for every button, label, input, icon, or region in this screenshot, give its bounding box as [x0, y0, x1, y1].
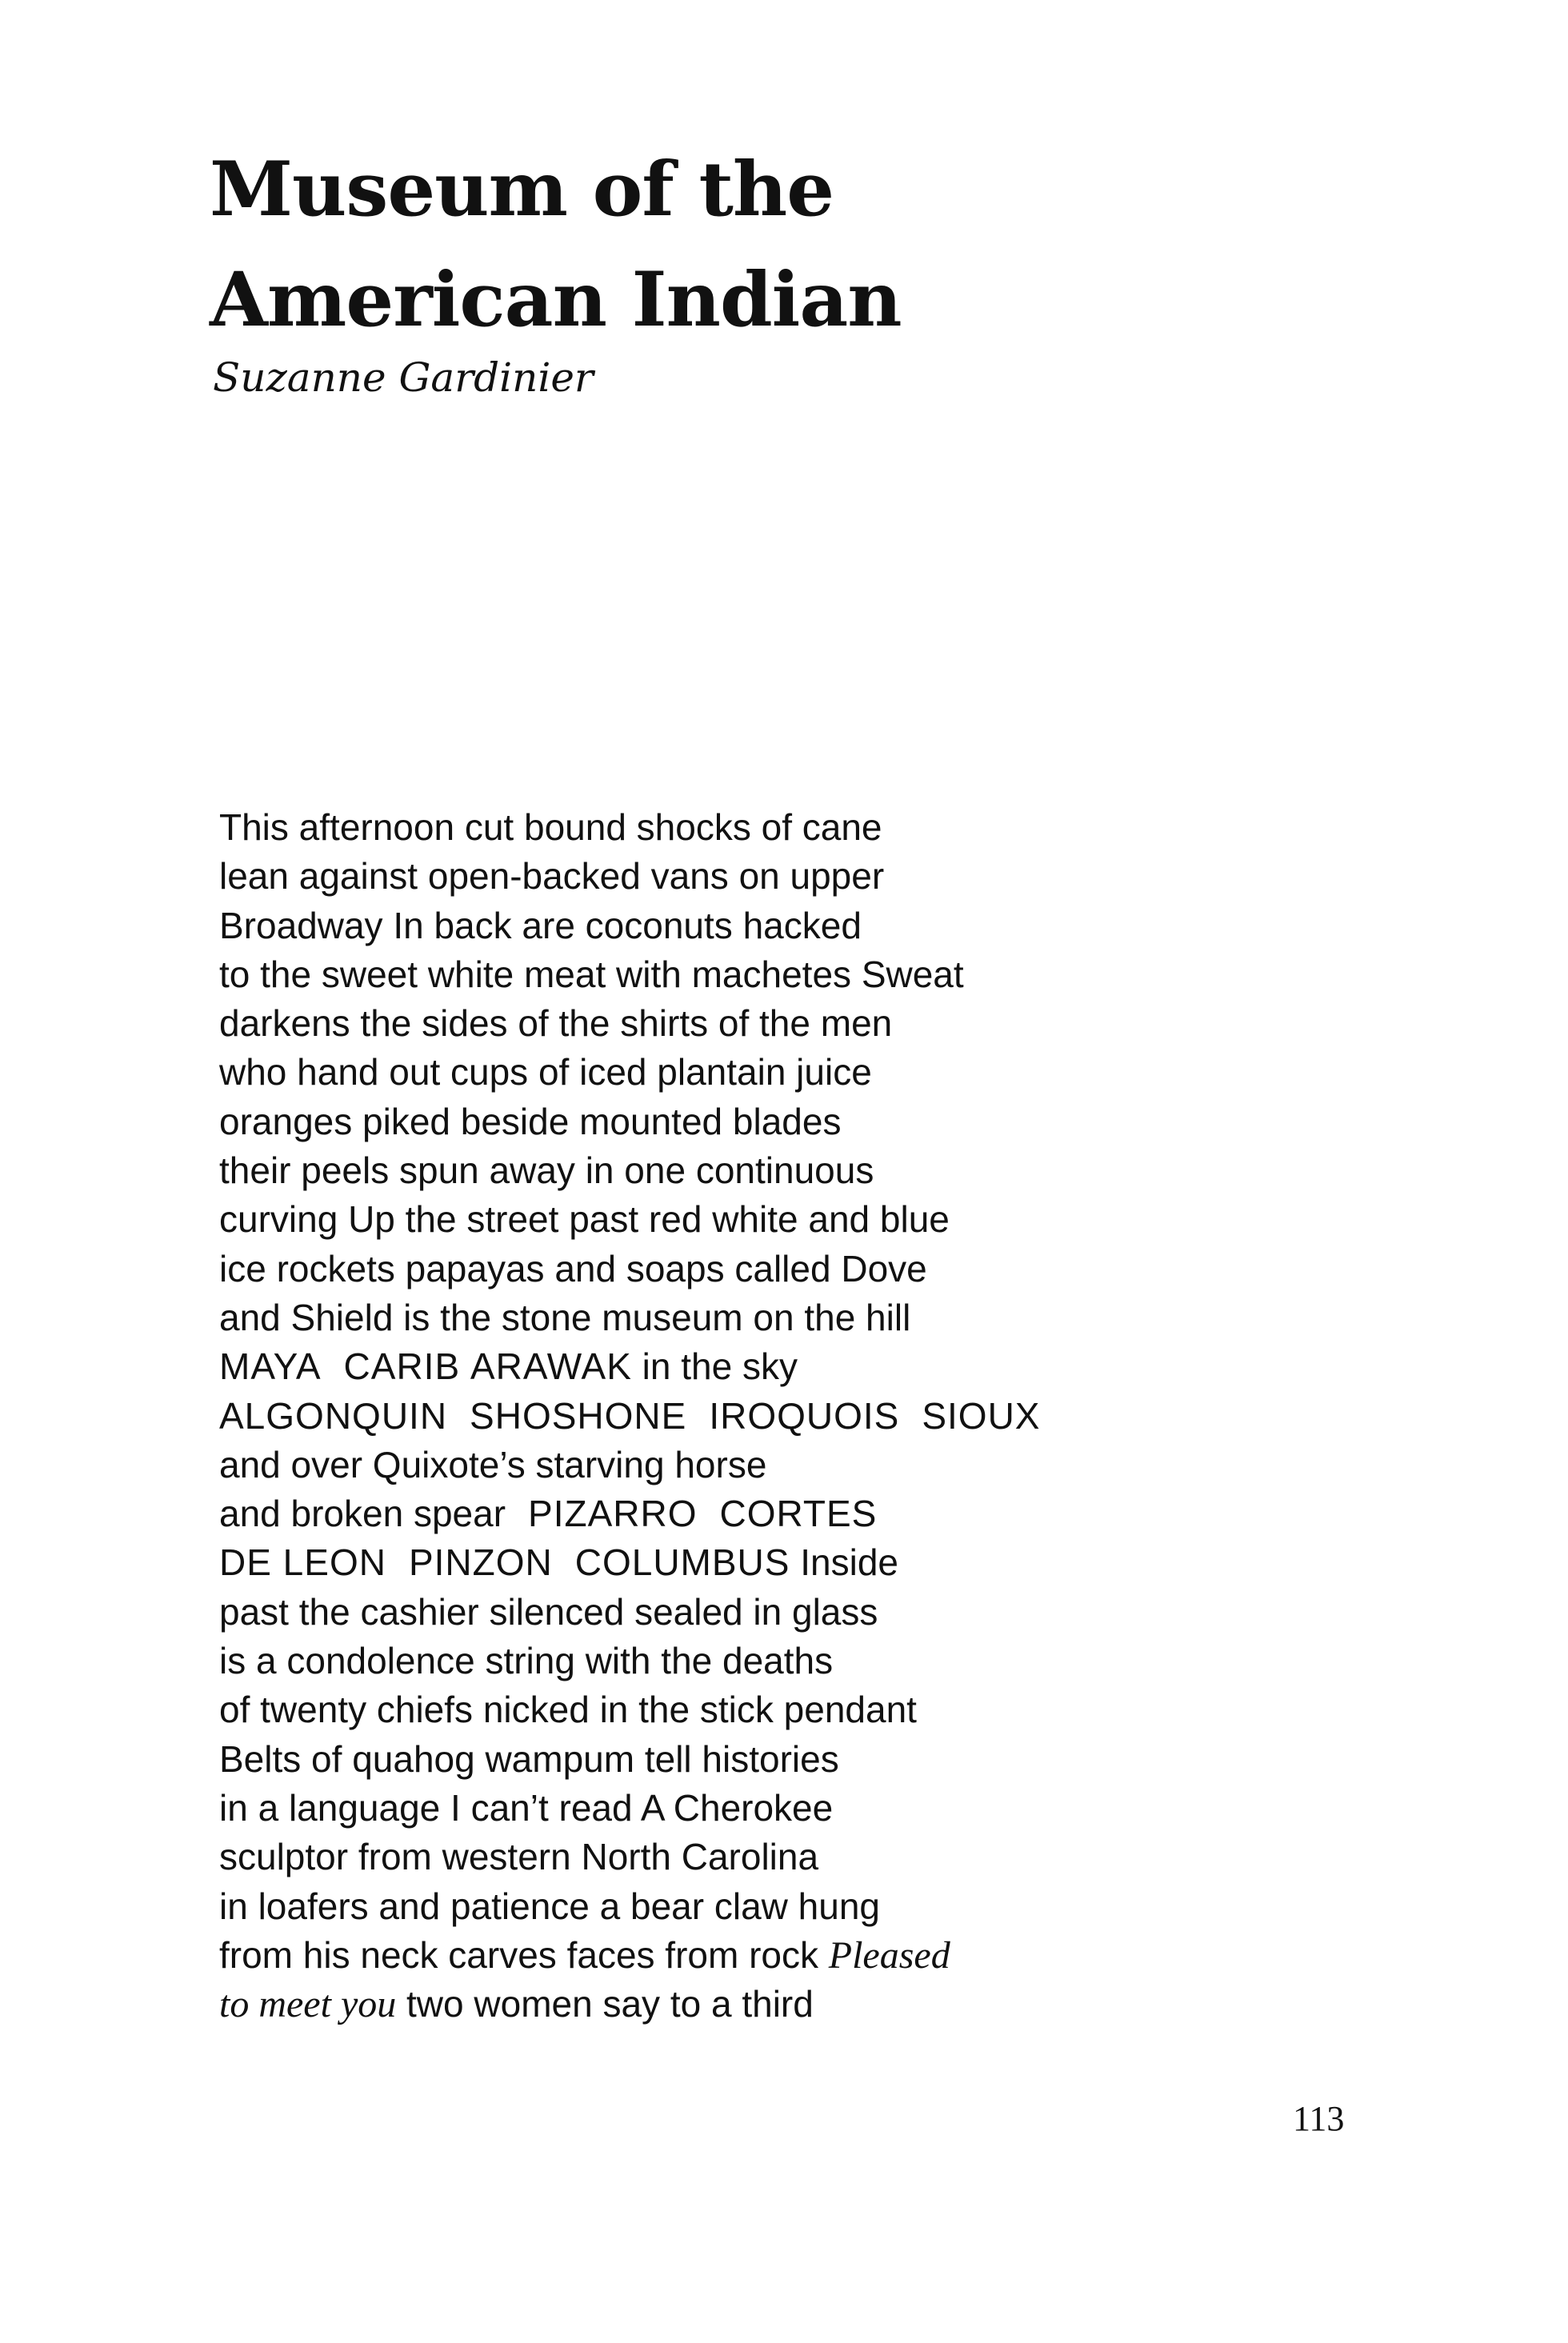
poem-line — [219, 1931, 1041, 1980]
poem-line: who hand out cups of iced plantain juice — [219, 1051, 872, 1094]
poem-word: SIOUX — [922, 1394, 1041, 1437]
poem-line — [219, 1392, 1041, 1441]
page-number: 113 — [1293, 2099, 1345, 2138]
poem-line: to the sweet white meat with machetes Sweat — [219, 953, 964, 995]
poem-line: ice rockets papayas and soaps called Dove — [219, 1247, 927, 1289]
poem-line: lean against open-backed vans on upper — [219, 855, 885, 898]
poem-word: PIZARRO — [528, 1493, 698, 1535]
poem-line: Broadway In back are coconuts hacked — [219, 904, 862, 946]
poem-line — [219, 1538, 1041, 1587]
poem-italic-phrase: to meet you — [219, 1983, 397, 2026]
poem-line — [219, 1489, 1041, 1538]
poem-title-line-2: American Indian — [210, 256, 902, 344]
poem-line: of twenty chiefs nicked in the stick pendant — [219, 1689, 917, 1731]
poem-word: DE LEON — [219, 1541, 386, 1584]
poem-word: ARAWAK — [470, 1345, 632, 1388]
poem-line — [219, 1342, 1041, 1391]
poem-word: in the sky — [642, 1345, 798, 1388]
poem-word: COLUMBUS — [574, 1541, 790, 1584]
poem-line: curving Up the street past red white and blue — [219, 1198, 950, 1241]
poem-line — [219, 1980, 1041, 2029]
poem-word: IROQUOIS — [709, 1394, 900, 1437]
poem-line: This afternoon cut bound shocks of cane — [219, 806, 882, 848]
poem-word: Inside — [800, 1541, 898, 1584]
poem-italic-phrase: Pleased — [828, 1933, 950, 1977]
poem-line: sculptor from western North Carolina — [219, 1836, 819, 1878]
poem-line: their peels spun away in one continuous — [219, 1150, 874, 1192]
poem-word: and broken spear — [219, 1493, 506, 1535]
poem-line: oranges piked beside mounted blades — [219, 1100, 842, 1142]
poem-word: ALGONQUIN — [219, 1394, 448, 1437]
poem-word: CARIB — [343, 1345, 461, 1388]
poem-word: MAYA — [219, 1345, 322, 1388]
poem-line: and over Quixote’s starving horse — [219, 1443, 767, 1485]
poem-word: CORTES — [719, 1493, 878, 1535]
poem-word: SHOSHONE — [470, 1394, 687, 1437]
poem-word: two women say to a third — [406, 1983, 814, 2025]
poem-line: in loafers and patience a bear claw hung — [219, 1885, 881, 1927]
poem-line: past the cashier silenced sealed in glass — [219, 1590, 878, 1633]
poem-author: Suzanne Gardinier — [213, 354, 594, 401]
poem-line: darkens the sides of the shirts of the men — [219, 1002, 893, 1045]
poem-line: Belts of quahog wampum tell histories — [219, 1737, 839, 1780]
poem-word: PINZON — [408, 1541, 553, 1584]
poem-line: is a condolence string with the deaths — [219, 1640, 834, 1682]
poem-word: from his neck carves faces from rock — [219, 1933, 818, 1976]
poem-line: in a language I can’t read A Cherokee — [219, 1786, 834, 1829]
poem-line: and Shield is the stone museum on the hill — [219, 1296, 911, 1338]
poem-title-line-1: Museum of the — [210, 146, 834, 234]
poem-body — [219, 803, 1041, 2029]
poem-title — [210, 134, 902, 355]
